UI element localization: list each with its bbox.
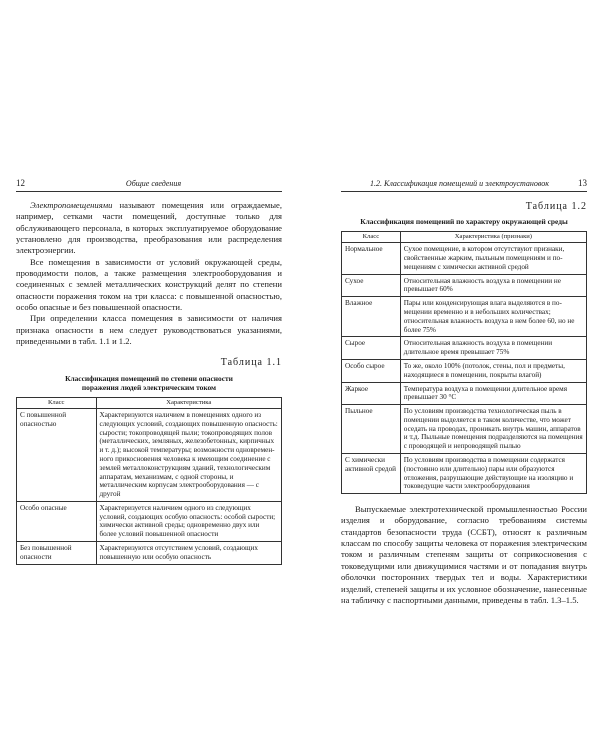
paragraph-product-classes: Выпускаемые электротехнической промышленностью России изделия и оборудование, согласно требованиям системы стандартов безопасности труда (ССБТ), относят к различным классам по способу защиты человека от поражения электрическим током и различным степеням защиты от соприкосновения с токоведущими или движущимися частями и от попадания внутрь оболочки посторонних твердых тел и воды. Характеристики изделий, степеней защиты и их условное обозначение, нанесенные на табличку с паспортными данными, приведены в табл. 1.3–1.5. xyxy=(341,504,587,605)
table-1-2 xyxy=(341,231,587,494)
table-row: С химически активной средой По условиям производства в помещении содержатся (постоянно или длительно) пары или образуются отложения, разрушающие действующие на изоляцию и токоведущие части электрооборудования xyxy=(342,453,587,493)
table-row: С повышенной опасностью Характеризуются наличием в помещениях одного из следующих условий, создающих повышенную опасность: сырости; токопроводящей пыли; токопроводящих полов (металлических, земляных, железобетонных, кирпичных и т. д.); высокой температуры; возможности одновременного прикосновения человека к имеющим соединение с землей металлоконструкциям зданий, технологическим аппаратам, механизмам, с одной стороны, и металлическим корпусам электрооборудования — с другой xyxy=(17,409,282,502)
term-electro-rooms: Электропомещениями xyxy=(30,199,113,210)
paragraph-electro-rooms: Электропомещениями называют помещения или ограждаемые, например, сетками части помещений, доступные только для обслуживающего персонала, в которых эксплуатируемое оборудование установлено для производства, преобразования или распределения электроэнергии. xyxy=(16,199,282,256)
table-1-2-title: Классификация помещений по характеру окружающей среды xyxy=(360,217,568,227)
table-1-1 xyxy=(16,397,282,565)
table-header-class: Класс xyxy=(342,232,401,243)
table-1-1-title: Классификация помещений по степени опасности поражения людей электрическим током xyxy=(65,373,233,392)
table-row: Пыльное По условиям производства технологическая пыль в помещении выделяется в таком количестве, что может оседать на проводах, проникать внутрь машин, аппаратов и т.д. Пыльные помещения подразделяются на помещения с проводящей и непроводящей пылью xyxy=(342,405,587,454)
table-row: Особо опасные Характеризуется наличием одного из следующих условий, создающих особую опасность: особой сырости; химически активной среды; одновременно двух или более условий повышенной опасности xyxy=(17,501,282,541)
right-page xyxy=(341,178,587,606)
table-header-characteristic: Характеристика (признаки) xyxy=(400,232,586,243)
right-page-header xyxy=(341,178,587,192)
table-row: Жаркое Температура воздуха в помещении длительное время превышает 30 °С xyxy=(342,382,587,405)
left-running-title: Общие сведения xyxy=(125,179,182,188)
paragraph-class-determination: При определении класса помещения в зависимости от наличия признака опасности в нем следует руководствоваться указаниями, приведенными в табл. 1.1 и 1.2. xyxy=(16,313,282,346)
paragraph-room-classes: Все помещения в зависимости от условий окружающей среды, проводимости полов, а также размещения электрооборудования и соединенных с землей металлических конструкций делят по степени опасности поражения током на три класса: с повышенной опасностью, особо опасные и без повышенной опасности. xyxy=(16,256,282,312)
left-page-number: 12 xyxy=(16,178,25,188)
table-row: Влажное Пары или конденсирующая влага выделяются в помещении временно и в небольших количествах; относительная влажность воздуха в нем более 60, но не более 75% xyxy=(342,297,587,337)
table-row: Без повышенной опасности Характеризуются отсутствием условий, создающих повышенную или особую опасность xyxy=(17,542,282,565)
table-row: Нормальное Сухое помещение, в котором отсутствуют признаки, свойственные жарким, пыльным помещениям и помещениям с химически активной средой xyxy=(342,243,587,274)
right-page-number: 13 xyxy=(578,178,587,188)
table-row: Сырое Относительная влажность воздуха в помещении длительное время превышает 75% xyxy=(342,337,587,360)
table-1-2-caption: Таблица 1.2 xyxy=(525,200,587,212)
table-header-characteristic: Характеристика xyxy=(96,398,282,409)
table-row: Особо сырое То же, около 100% (потолок, стены, пол и предметы, находящиеся в помещении, покрыты влагой) xyxy=(342,359,587,382)
right-running-title: 1.2. Классификация помещений и электроустановок xyxy=(370,179,549,188)
left-page xyxy=(16,178,282,565)
table-1-1-caption: Таблица 1.1 xyxy=(220,357,282,369)
left-page-header xyxy=(16,178,282,192)
table-header-class: Класс xyxy=(17,398,97,409)
table-row: Сухое Относительная влажность воздуха в помещении не превышает 60% xyxy=(342,274,587,297)
